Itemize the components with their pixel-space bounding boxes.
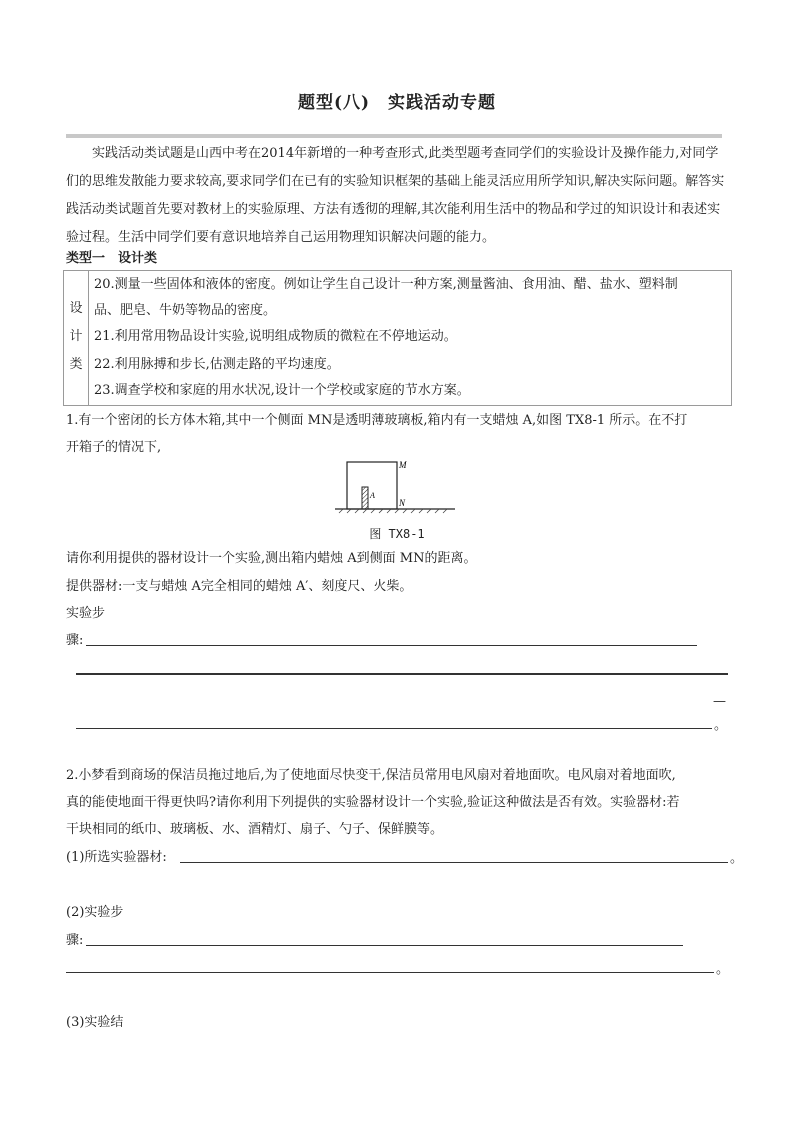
q2-text-line3: 干块相同的纸巾、玻璃板、水、酒精灯、扇子、勺子、保鲜膜等。 [66,822,444,837]
label-a: A [370,491,375,500]
q1-answer-line[interactable] [76,673,728,675]
table-row: 20.测量一些固体和液体的密度。例如让学生自己设计一种方案,测量酱油、食用油、醋、盐水、塑料制 [94,277,678,292]
table-category-char: 类 [69,357,83,372]
table-row: 23.调查学校和家庭的用水状况,设计一个学校或家庭的节水方案。 [94,383,470,398]
q2-part2-answer-line[interactable] [66,972,714,973]
q2-part1-answer-line[interactable] [180,862,728,863]
q2-part2-label: (2)实验步 [66,905,124,920]
intro-paragraph: 实践活动类试题是山西中考在2014年新增的一种考查形式,此类型题考查同学们的实验设计及操作能力,对同学们的思维发散能力要求较高,要求同学们在已有的实验知识框架的基础上能灵活应用所学知识,解决实际问题。解答实践活动类试题首先要对教材上的实验原理、方法有透彻的理解,其次能利用生活中的物品和学过的知识设计和表述实验过程。生活中同学们要有意识地培养自己运用物理知识解决问题的能力。 [66,146,725,245]
q1-text-line1: 1.有一个密闭的长方体木箱,其中一个侧面 MN是透明薄玻璃板,箱内有一支蜡烛 A,如图 TX8-1 所示。在不打 [66,413,688,428]
candle-a [362,487,368,509]
label-m: M [399,460,407,470]
q1-task: 请你利用提供的器材设计一个实验,测出箱内蜡烛 A到侧面 MN的距离。 [66,551,477,566]
q1-text-line2: 开箱子的情况下, [66,440,162,455]
q1-end-mark: 。 [714,718,728,733]
q1-steps-label-cont: 骤: [66,633,84,648]
q1-dash: — [713,694,726,709]
q1-figure [335,458,455,520]
q2-part1-label: (1)所选实验器材: [66,850,167,865]
table-row: 21.利用常用物品设计实验,说明组成物质的微粒在不停地运动。 [94,329,457,344]
table-category-char: 设 [69,301,83,316]
page-title: 题型(八) 实践活动专题 [297,93,497,113]
figure-caption: 图 TX8-1 [369,527,425,541]
label-n: N [399,498,406,508]
table-column-divider [88,271,89,405]
q1-materials: 提供器材:一支与蜡烛 A完全相同的蜡烛 A′、刻度尺、火柴。 [66,579,413,594]
q2-text-line2: 真的能使地面干得更快吗?请你利用下列提供的实验器材设计一个实验,验证这种做法是否有效。实验器材:若 [66,795,680,810]
box-outline [347,462,397,509]
ground-hatch [339,509,447,513]
table-row: 品、肥皂、牛奶等物品的密度。 [94,303,277,318]
curriculum-table [63,270,732,406]
q2-part3-label: (3)实验结 [66,1015,124,1030]
q2-part2-answer-line[interactable] [86,945,683,946]
q2-part1-end: 。 [730,851,744,866]
q1-answer-line[interactable] [86,645,697,646]
q2-text-line1: 2.小梦看到商场的保洁员拖过地后,为了使地面尽快变干,保洁员常用电风扇对着地面吹。电风扇对着地面吹, [66,768,676,783]
q1-steps-label: 实验步 [66,606,106,621]
q2-part2-end: 。 [716,962,730,977]
section-heading: 类型一 设计类 [66,251,158,266]
q1-answer-line[interactable] [76,728,712,729]
table-row: 22.利用脉搏和步长,估测走路的平均速度。 [94,357,340,372]
table-category-char: 计 [69,329,83,344]
title-divider [66,134,722,138]
q2-part2-label-cont: 骤: [66,933,84,948]
